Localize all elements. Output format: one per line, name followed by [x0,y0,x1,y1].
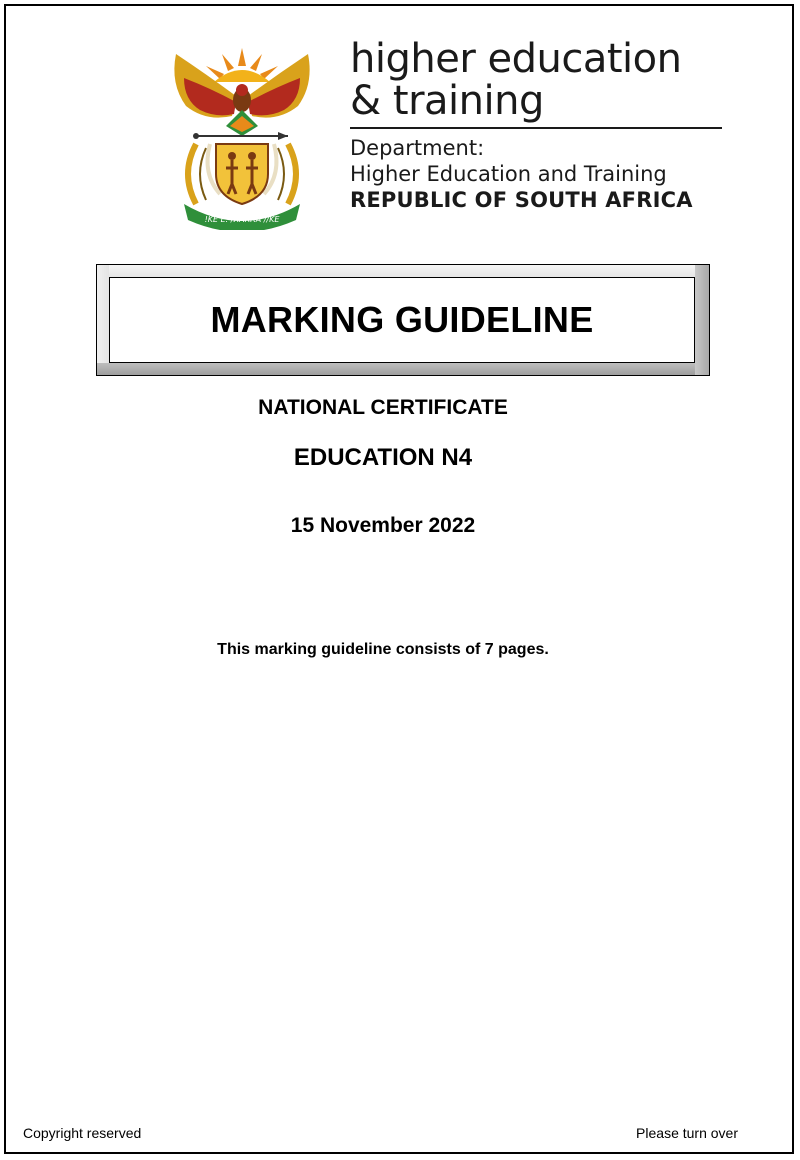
subject-line: EDUCATION N4 [293,444,473,471]
brand-line-1: higher education [350,36,682,82]
bevel-top [97,265,709,277]
certificate-line: NATIONAL CERTIFICATE [258,396,508,419]
page-count-note: This marking guideline consists of 7 pages. [217,641,549,658]
motto-text: !KE E: /XARRA //KE [204,215,280,224]
footer-turn-over: Please turn over [636,1125,738,1141]
coat-of-arms-icon [166,44,318,230]
bevel-left [97,265,109,375]
department-label: Department: [350,136,485,160]
bevel-right [695,265,709,375]
brand-title [350,38,681,122]
department-block [350,135,693,213]
brand-divider [350,127,722,129]
bevel-bottom [97,363,709,375]
department-name: Higher Education and Training [350,162,667,186]
document-title: MARKING GUIDELINE [210,299,594,340]
title-inner [109,277,695,363]
title-box [96,264,710,376]
footer-copyright: Copyright reserved [23,1125,142,1141]
country-name: REPUBLIC OF SOUTH AFRICA [350,188,693,212]
exam-date: 15 November 2022 [290,514,476,537]
brand-line-2: & training [350,78,544,124]
sun-icon [206,48,278,82]
